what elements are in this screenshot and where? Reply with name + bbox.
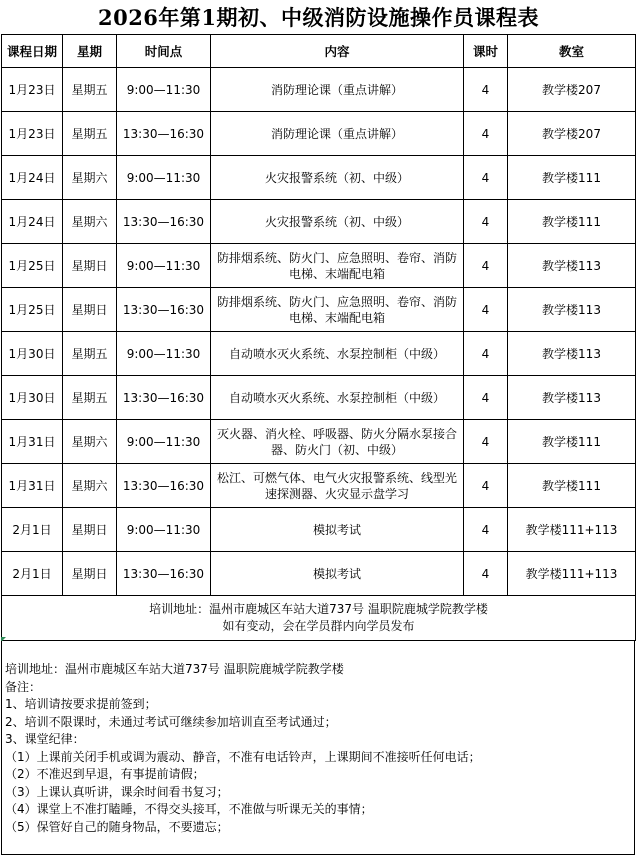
header-time: 时间点 bbox=[117, 35, 211, 68]
notes-item: 3、课堂纪律： bbox=[5, 732, 85, 746]
notes-subitem: （2）不准迟到早退，有事提前请假； bbox=[5, 767, 205, 781]
cell-room: 教学楼111 bbox=[508, 156, 636, 200]
cell-time: 13:30—16:30 bbox=[117, 112, 211, 156]
cell-time: 9:00—11:30 bbox=[117, 332, 211, 376]
cell-date: 1月31日 bbox=[2, 464, 63, 508]
cell-time: 13:30—16:30 bbox=[117, 288, 211, 332]
cell-room: 教学楼113 bbox=[508, 376, 636, 420]
course-schedule-table bbox=[1, 34, 636, 641]
cell-content: 火灾报警系统（初、中级） bbox=[211, 156, 464, 200]
cell-date: 1月23日 bbox=[2, 112, 63, 156]
cell-time: 13:30—16:30 bbox=[117, 552, 211, 596]
cell-hours: 4 bbox=[464, 112, 508, 156]
header-date: 课程日期 bbox=[2, 35, 63, 68]
cell-time: 9:00—11:30 bbox=[117, 420, 211, 464]
cell-date: 1月24日 bbox=[2, 200, 63, 244]
table-row bbox=[2, 376, 636, 420]
cell-date: 1月30日 bbox=[2, 332, 63, 376]
header-weekday: 星期 bbox=[63, 35, 117, 68]
cell-date: 2月1日 bbox=[2, 508, 63, 552]
table-row bbox=[2, 112, 636, 156]
cell-weekday: 星期五 bbox=[63, 376, 117, 420]
address-row bbox=[2, 596, 636, 641]
cell-weekday: 星期六 bbox=[63, 156, 117, 200]
cell-room: 教学楼113 bbox=[508, 244, 636, 288]
address-line: 培训地址：温州市鹿城区车站大道737号 温职院鹿城学院教学楼 bbox=[149, 602, 488, 616]
header-room: 教室 bbox=[508, 35, 636, 68]
cell-weekday: 星期五 bbox=[63, 68, 117, 112]
cell-time: 9:00—11:30 bbox=[117, 68, 211, 112]
cell-hours: 4 bbox=[464, 420, 508, 464]
cell-content: 自动喷水灭火系统、水泵控制柜（中级） bbox=[211, 332, 464, 376]
notes-subitem: （3）上课认真听讲，课余时间看书复习； bbox=[5, 784, 229, 799]
notes-subitem: （4）课堂上不准打瞌睡，不得交头接耳，不准做与听课无关的事情； bbox=[5, 802, 373, 816]
cell-room: 教学楼111+113 bbox=[508, 552, 636, 596]
cell-content: 火灾报警系统（初、中级） bbox=[211, 200, 464, 244]
cell-date: 1月23日 bbox=[2, 68, 63, 112]
cell-content: 防排烟系统、防火门、应急照明、卷帘、消防电梯、末端配电箱 bbox=[211, 288, 464, 332]
notes-item: 2、培训不限课时，未通过考试可继续参加培训直至考试通过； bbox=[5, 714, 337, 729]
cell-time: 13:30—16:30 bbox=[117, 200, 211, 244]
cell-hours: 4 bbox=[464, 508, 508, 552]
page-title: 2026年第1期初、中级消防设施操作员课程表 bbox=[97, 5, 540, 30]
cell-content: 消防理论课（重点讲解） bbox=[211, 68, 464, 112]
table-header-row bbox=[2, 35, 636, 68]
cell-hours: 4 bbox=[464, 288, 508, 332]
cell-time: 13:30—16:30 bbox=[117, 376, 211, 420]
table-row bbox=[2, 420, 636, 464]
notes-address: 培训地址：温州市鹿城区车站大道737号 温职院鹿城学院教学楼 bbox=[5, 662, 344, 676]
cell-hours: 4 bbox=[464, 156, 508, 200]
change-notice-line: 如有变动，会在学员群内向学员发布 bbox=[222, 619, 415, 633]
header-hours: 课时 bbox=[464, 35, 508, 68]
cell-date: 1月25日 bbox=[2, 288, 63, 332]
cell-time: 9:00—11:30 bbox=[117, 156, 211, 200]
cell-room: 教学楼113 bbox=[508, 288, 636, 332]
cell-content: 消防理论课（重点讲解） bbox=[211, 112, 464, 156]
cell-room: 教学楼113 bbox=[508, 332, 636, 376]
table-row bbox=[2, 68, 636, 112]
cell-room: 教学楼111+113 bbox=[508, 508, 636, 552]
cell-weekday: 星期五 bbox=[63, 332, 117, 376]
address-cell bbox=[2, 596, 636, 641]
cell-date: 1月31日 bbox=[2, 420, 63, 464]
cell-room: 教学楼207 bbox=[508, 112, 636, 156]
cell-time: 9:00—11:30 bbox=[117, 508, 211, 552]
cell-content: 模拟考试 bbox=[211, 552, 464, 596]
cell-hours: 4 bbox=[464, 376, 508, 420]
cell-date: 2月1日 bbox=[2, 552, 63, 596]
cell-weekday: 星期五 bbox=[63, 112, 117, 156]
cell-weekday: 星期日 bbox=[63, 244, 117, 288]
cell-hours: 4 bbox=[464, 68, 508, 112]
notes-subitem: （5）保管好自己的随身物品，不要遗忘； bbox=[5, 819, 229, 834]
table-row bbox=[2, 552, 636, 596]
cell-content: 模拟考试 bbox=[211, 508, 464, 552]
cell-room: 教学楼111 bbox=[508, 200, 636, 244]
table-row bbox=[2, 464, 636, 508]
notes-section bbox=[1, 641, 635, 855]
cell-weekday: 星期六 bbox=[63, 200, 117, 244]
cell-room: 教学楼207 bbox=[508, 68, 636, 112]
cell-hours: 4 bbox=[464, 464, 508, 508]
cell-time: 13:30—16:30 bbox=[117, 464, 211, 508]
cell-weekday: 星期日 bbox=[63, 552, 117, 596]
notes-subitem: （1）上课前关闭手机或调为震动、静音，不准有电话铃声，上课期间不准接听任何电话； bbox=[5, 749, 481, 764]
cell-date: 1月25日 bbox=[2, 244, 63, 288]
cell-hours: 4 bbox=[464, 244, 508, 288]
cell-room: 教学楼111 bbox=[508, 420, 636, 464]
cell-weekday: 星期日 bbox=[63, 288, 117, 332]
table-row bbox=[2, 156, 636, 200]
cell-date: 1月24日 bbox=[2, 156, 63, 200]
cell-weekday: 星期日 bbox=[63, 508, 117, 552]
cell-content: 灭火器、消火栓、呼吸器、防火分隔水泵接合器、防火门（初、中级） bbox=[211, 420, 464, 464]
cell-hours: 4 bbox=[464, 552, 508, 596]
cell-weekday: 星期六 bbox=[63, 464, 117, 508]
table-row bbox=[2, 244, 636, 288]
cell-hours: 4 bbox=[464, 200, 508, 244]
table-row bbox=[2, 508, 636, 552]
cell-content: 防排烟系统、防火门、应急照明、卷帘、消防电梯、末端配电箱 bbox=[211, 244, 464, 288]
table-row bbox=[2, 332, 636, 376]
header-content: 内容 bbox=[211, 35, 464, 68]
cell-content: 自动喷水灭火系统、水泵控制柜（中级） bbox=[211, 376, 464, 420]
table-row bbox=[2, 288, 636, 332]
cell-date: 1月30日 bbox=[2, 376, 63, 420]
cell-room: 教学楼111 bbox=[508, 464, 636, 508]
cell-content: 松江、可燃气体、电气火灾报警系统、线型光速探测器、火灾显示盘学习 bbox=[211, 464, 464, 508]
table-row bbox=[2, 200, 636, 244]
notes-heading: 备注： bbox=[5, 679, 42, 694]
cell-weekday: 星期六 bbox=[63, 420, 117, 464]
cell-hours: 4 bbox=[464, 332, 508, 376]
cell-time: 9:00—11:30 bbox=[117, 244, 211, 288]
notes-item: 1、培训请按要求提前签到； bbox=[5, 697, 157, 711]
